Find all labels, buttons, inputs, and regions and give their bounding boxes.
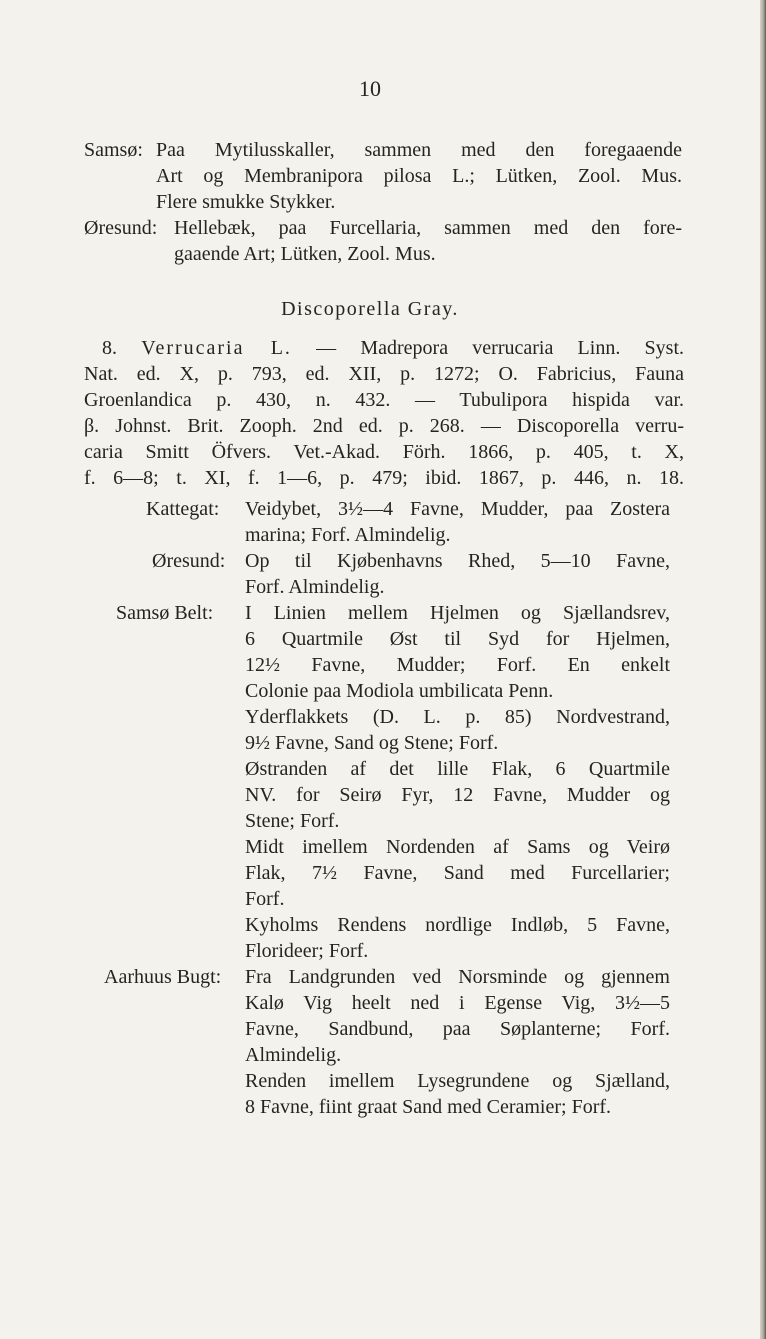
species-line: β. Johnst. Brit. Zooph. 2nd ed. p. 268. — Discoporella verru- [84,415,684,437]
locality-label: Aarhuus Bugt: [104,966,222,988]
locality-line: Veidybet, 3½—4 Favne, Mudder, paa Zostera [245,498,670,520]
entry-line: Hellebæk, paa Furcellaria, sammen med den fore- [174,217,682,239]
locality-line: Stene; Forf. [245,810,340,832]
locality-line: Forf. [245,888,285,910]
locality-line: Yderflakkets (D. L. p. 85) Nordvestrand, [245,706,670,728]
entry-line: Art og Membranipora pilosa L.; Lütken, Zool. Mus. [156,165,682,187]
species-number: 8. [102,337,117,359]
locality-line: Almindelig. [245,1044,342,1066]
locality-line: NV. for Seirø Fyr, 12 Favne, Mudder og [245,784,670,806]
locality-label: Samsø Belt: [116,602,214,624]
entry-label: Øresund: [84,217,158,239]
locality-line: I Linien mellem Hjelmen og Sjællandsrev, [245,602,670,624]
locality-line: Kalø Vig heelt ned i Egense Vig, 3½—5 [245,992,670,1014]
locality-line: Florideer; Forf. [245,940,369,962]
locality-line: Kyholms Rendens nordlige Indløb, 5 Favne, [245,914,670,936]
locality-line: Op til Kjøbenhavns Rhed, 5—10 Favne, [245,550,670,572]
genus-heading: Discoporella Gray. [281,298,459,320]
page-number: 10 [359,76,381,101]
species-line: Groenlandica p. 430, n. 432. — Tubulipora hispida var. [84,389,684,411]
locality-label: Kattegat: [146,498,220,520]
locality-line: 12½ Favne, Mudder; Forf. En enkelt [245,654,670,676]
page-edge [760,0,766,1339]
locality-line: Fra Landgrunden ved Norsminde og gjennem [245,966,670,988]
locality-line: 8 Favne, fiint graat Sand med Ceramier; Forf. [245,1096,612,1118]
species-synonym: — Madrepora verrucaria Linn. Syst. [316,337,685,359]
species-description [84,335,684,491]
locality-line: Renden imellem Lysegrundene og Sjælland, [245,1070,670,1092]
locality-line: marina; Forf. Almindelig. [245,524,451,546]
entry-line: Flere smukke Stykker. [156,191,336,213]
entry-line: gaaende Art; Lütken, Zool. Mus. [174,243,436,265]
locality-line: Midt imellem Nordenden af Sams og Veirø [245,836,670,858]
locality-line: Colonie paa Modiola umbilicata Penn. [245,680,554,702]
locality-line: Flak, 7½ Favne, Sand med Furcellarier; [245,862,670,884]
species-line: f. 6—8; t. XI, f. 1—6, p. 479; ibid. 1867, p. 446, n. 18. [84,467,684,489]
entry-samso [84,137,684,217]
locality-line: 9½ Favne, Sand og Stene; Forf. [245,732,499,754]
entry-line: Paa Mytilusskaller, sammen med den foregaaende [156,139,682,161]
species-line: Nat. ed. X, p. 793, ed. XII, p. 1272; O. Fabricius, Fauna [84,363,684,385]
species-first-line [84,335,684,361]
locality-line: Forf. Almindelig. [245,576,385,598]
locality-line: Østranden af det lille Flak, 6 Quartmile [245,758,670,780]
locality-line: Favne, Sandbund, paa Søplanterne; Forf. [245,1018,670,1040]
locality-label: Øresund: [152,550,226,572]
species-name: Verrucaria L. [141,337,292,359]
entry-label: Samsø: [84,139,143,161]
species-line: caria Smitt Öfvers. Vet.-Akad. Förh. 1866, p. 405, t. X, [84,441,684,463]
entry-oresund-top [84,215,684,269]
locality-line: 6 Quartmile Øst til Syd for Hjelmen, [245,628,670,650]
